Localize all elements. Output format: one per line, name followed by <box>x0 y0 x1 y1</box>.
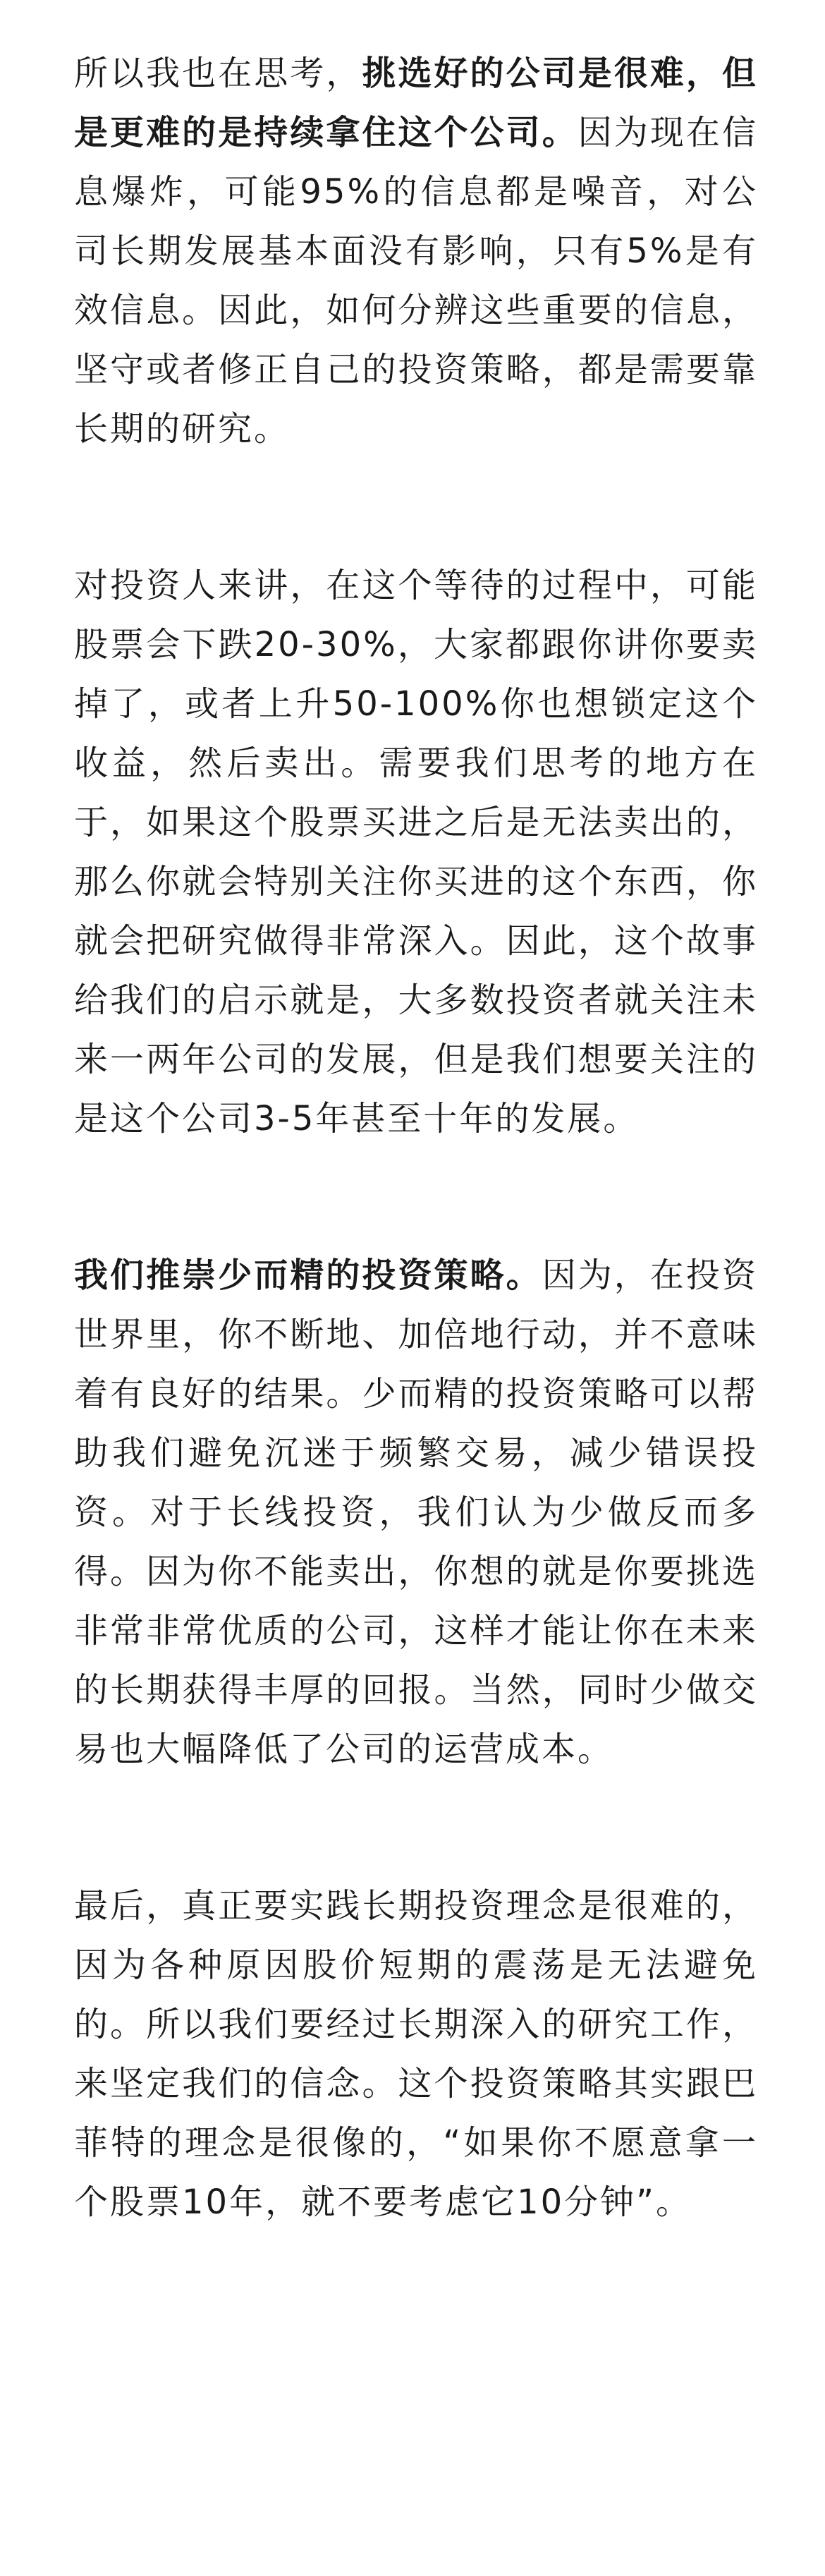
paragraph-4-text: 最后，真正要实践长期投资理念是很难的，因为各种原因股价短期的震荡是无法避免的。所以我们要经过长期深入的研究工作，来坚定我们的信念。这个投资策略其实跟巴菲特的理念是很像的，“如果你不愿意拿一个股票10年，就不要考虑它10分钟”。 <box>74 1886 758 2222</box>
paragraph-3-text: 因为，在投资世界里，你不断地、加倍地行动，并不意味着有良好的结果。少而精的投资策略可以帮助我们避免沉迷于频繁交易，减少错误投资。对于长线投资，我们认为少做反而多得。因为你不能卖出，你想的就是你要挑选非常非常优质的公司，这样才能让你在未来的长期获得丰厚的回报。当然，同时少做交易也大幅降低了公司的运营成本。 <box>74 1256 758 1769</box>
paragraph-2-text: 对投资人来讲，在这个等待的过程中，可能股票会下跌20-30%，大家都跟你讲你要卖掉了，或者上升50-100%你也想锁定这个收益，然后卖出。需要我们思考的地方在于，如果这个股票买进之后是无法卖出的，那么你就会特别关注你买进的这个东西，你就会把研究做得非常深入。因此，这个故事给我们的启示就是，大多数投资者就关注未来一两年公司的发展，但是我们想要关注的是这个公司3-5年甚至十年的发展。 <box>74 566 758 1138</box>
paragraph-1-bold-text: 挑选好的公司是很难，但是更难的是持续拿住这个公司。 <box>74 54 758 152</box>
paragraph-1 <box>74 44 758 458</box>
article-body <box>74 44 758 2232</box>
paragraph-3 <box>74 1246 758 1779</box>
paragraph-3-bold-text: 我们推崇少而精的投资策略。 <box>74 1256 542 1295</box>
paragraph-1-text-1: 所以我也在思考， <box>74 54 362 93</box>
paragraph-2 <box>74 556 758 1148</box>
paragraph-1-text-2: 因为现在信息爆炸，可能95%的信息都是噪音，对公司长期发展基本面没有影响，只有5%是有效信息。因此，如何分辨这些重要的信息，坚守或者修正自己的投资策略，都是需要靠长期的研究。 <box>74 113 758 449</box>
paragraph-4 <box>74 1876 758 2232</box>
